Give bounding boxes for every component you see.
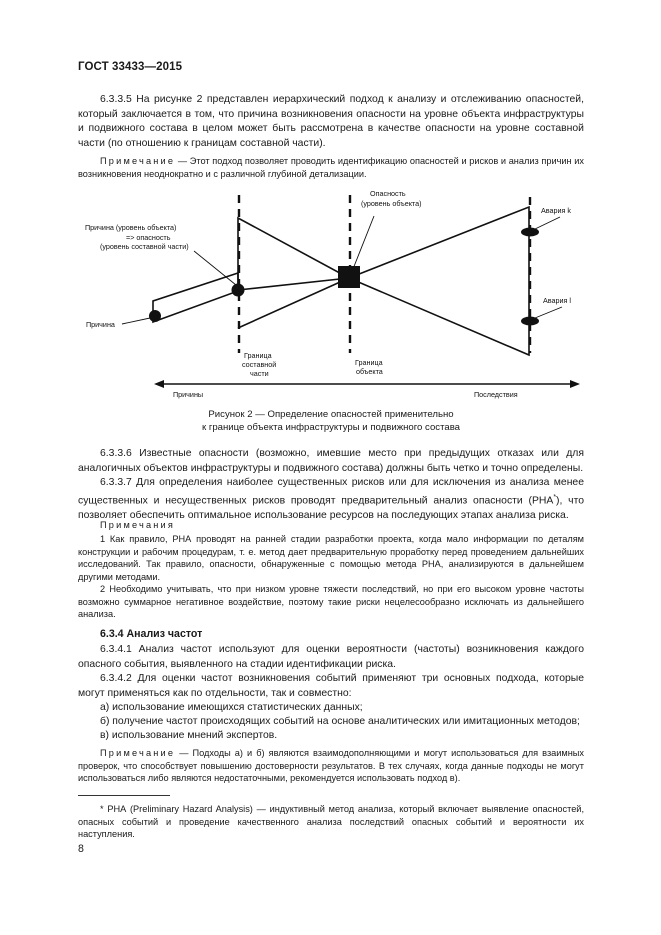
figure-caption-line-2: к границе объекта инфраструктуры и подвижного состава xyxy=(201,422,461,433)
paragraph-6-3-3-7 xyxy=(78,476,584,523)
axis-consequences-label: Последствия xyxy=(474,390,518,399)
cause-level-label-2: => опасность xyxy=(126,233,171,242)
notes-label: Примечания xyxy=(100,520,176,530)
p6337-text-b: ), что позволяет обеспечить оптимальное использование ресурсов на последующих этапах анализа риска. xyxy=(78,495,584,521)
paragraph-6-3-4-1: 6.3.4.1 Анализ частот используют для оценки вероятности (частоты) возникновения каждого опасного события, выявленного на стадии идентификации риска. xyxy=(78,644,584,670)
component-boundary-label-3: части xyxy=(250,369,269,378)
footnote-ref: * xyxy=(553,493,557,501)
bowtie-diagram xyxy=(78,185,584,405)
object-boundary-label-1: Граница xyxy=(355,358,383,367)
footnote-divider xyxy=(78,795,170,796)
hazard-label-1: Опасность xyxy=(370,189,406,198)
page-number: 8 xyxy=(78,843,84,855)
note-approaches xyxy=(78,747,584,785)
axis-causes-label: Причины xyxy=(173,390,204,399)
right-fan xyxy=(349,207,529,355)
accident-l-label: Авария l xyxy=(543,296,572,305)
cause-level-label-1: Причина (уровень объекта) xyxy=(85,223,177,232)
figure-caption xyxy=(78,408,584,434)
axis-arrow-left xyxy=(154,380,164,388)
cause-node xyxy=(149,310,161,322)
footnote: * РНА (Preliminary Hazard Analysis) — индуктивный метод анализа, который включает выявление опасностей, опасных событий и проведение качественного анализа последствий опасных событий и вероятности их наступления. xyxy=(78,804,584,840)
document-header: ГОСТ 33433—2015 xyxy=(78,61,183,73)
cause-label: Причина xyxy=(86,320,115,329)
component-boundary-label-1: Граница xyxy=(244,351,272,360)
hazard-node xyxy=(338,266,360,288)
figure-caption-line-1: Рисунок 2 — Определение опасностей применительно xyxy=(208,409,454,420)
list-item-a: а) использование имеющихся статистических данных; xyxy=(100,702,363,713)
left-fan-upper xyxy=(238,218,349,290)
note-approach xyxy=(78,155,584,180)
accident-l-leader xyxy=(535,307,562,318)
axis-arrow-right xyxy=(570,380,580,388)
note-text: — Этот подход позволяет проводить идентификацию опасностей и рисков и анализ причин их возникновения неоднократно и с различной глубиной детализации. xyxy=(78,156,584,179)
list-item-b: б) получение частот происходящих событий на основе аналитических или имитационных методов; xyxy=(100,716,580,727)
note-1: 1 Как правило, РНА проводят на ранней стадии разработки проекта, когда мало информации по деталям конструкции и рабочим процедурам, т. е. метод дает предварительную проработку перед проведением дальнейших исследований. Так правило, опасности, обнаруженные с помощью метода РНА, анализируются в дальнейшем другими методами. xyxy=(78,534,584,582)
list-item-c: в) использование мнений экспертов. xyxy=(100,730,278,741)
object-boundary-label-2: объекта xyxy=(356,367,383,376)
note3-label: Примечание xyxy=(100,748,176,758)
note-2: 2 Необходимо учитывать, что при низком уровне тяжести последствий, но при его высоком уровне частоты возможно суммарное негативное воздействие, поэтому такие риски нецелесообразно исключать из дальнейшего анализа. xyxy=(78,584,584,620)
component-boundary-label-2: составной xyxy=(242,360,277,369)
notes-heading xyxy=(78,519,584,532)
accident-k-label: Авария k xyxy=(541,206,572,215)
cause-level-label-3: (уровень составной части) xyxy=(100,242,189,251)
paragraph-6-3-3-6: 6.3.3.6 Известные опасности (возможно, имевшие место при предыдущих отказах или для аналогичных объектов инфраструктуры и подвижного состава) должны быть четко и точно определены. xyxy=(78,448,584,474)
hazard-label-2: (уровень объекта) xyxy=(361,199,422,208)
p6337-text-a: 6.3.3.7 Для определения наиболее существенных рисков или для исключения из анализа менее существенных и несущественных рисков проводят предварительный анализ опасности (РНА xyxy=(78,477,584,507)
accident-k-leader xyxy=(535,217,560,229)
hazard-leader xyxy=(353,216,374,269)
cause-leader xyxy=(122,318,150,324)
section-heading-6-3-4: 6.3.4 Анализ частот xyxy=(100,628,203,640)
note-label: Примечание xyxy=(100,156,176,166)
paragraph-6-3-4-2: 6.3.4.2 Для оценки частот возникновения событий применяют три основных подхода, которые могут применяться как по отдельности, так и совместно: xyxy=(78,673,584,699)
note3-text: — Подходы а) и б) являются взаимодополняющими и могут использоваться для взаимных проверок, что способствует повышению достоверности результатов. В тех случаях, когда данные подходы не могут использоваться либо являются недостаточными, рекомендуется использовать подход в). xyxy=(78,748,584,784)
left-fan-lower xyxy=(238,278,349,328)
cause-level-node xyxy=(232,284,245,297)
paragraph-6-3-3-5: 6.3.3.5 На рисунке 2 представлен иерархический подход к анализу и отслеживанию опасностей, который заключается в том, что причина возникновения опасности на уровне объекта инфраструктуры и подвижного состава в целом может быть рассмотрена в качестве опасности на уровне составной части (по отношению к границам составной части). xyxy=(78,94,584,149)
cause-fan xyxy=(153,273,238,322)
